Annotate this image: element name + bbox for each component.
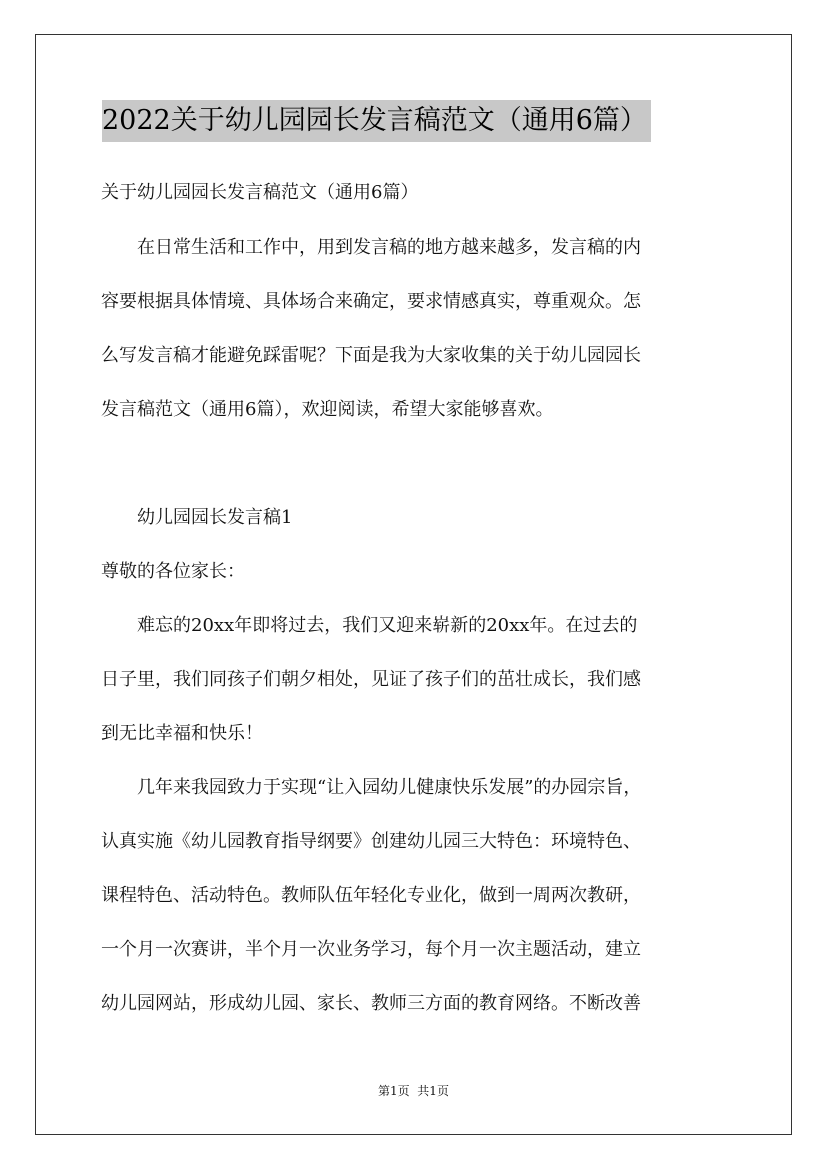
paragraph-line: 么写发言稿才能避免踩雷呢？下面是我为大家收集的关于幼儿园园长 (101, 345, 641, 366)
paragraph-line: 几年来我园致力于实现“让入园幼儿健康快乐发展”的办园宗旨， (101, 777, 642, 798)
page-footer: 第1页 共1页 (378, 1084, 449, 1098)
paragraph-line: 到无比幸福和快乐！ (101, 723, 263, 744)
paragraph-line: 认真实施《幼儿园教育指导纲要》创建幼儿园三大特色：环境特色、 (101, 831, 641, 852)
paragraph-line: 发言稿范文（通用6篇），欢迎阅读，希望大家能够喜欢。 (101, 399, 554, 420)
paragraph-line: 幼儿园网站，形成幼儿园、家长、教师三方面的教育网络。不断改善 (101, 993, 641, 1014)
paragraph-line: 课程特色、活动特色。教师队伍年轻化专业化，做到一周两次教研， (101, 885, 641, 906)
paragraph-line: 日子里，我们同孩子们朝夕相处，见证了孩子们的茁壮成长，我们感 (101, 669, 641, 690)
paragraph-line: 难忘的20xx年即将过去，我们又迎来崭新的20xx年。在过去的 (101, 615, 638, 636)
paragraph-line: 在日常生活和工作中，用到发言稿的地方越来越多，发言稿的内 (101, 237, 641, 258)
subtitle-line: 关于幼儿园园长发言稿范文（通用6篇） (101, 182, 419, 203)
section-heading: 幼儿园园长发言稿1 (101, 507, 293, 528)
paragraph-line: 一个月一次赛讲，半个月一次业务学习，每个月一次主题活动，建立 (101, 939, 641, 960)
document-title: 2022关于幼儿园园长发言稿范文（通用6篇） (102, 100, 651, 142)
salutation: 尊敬的各位家长： (101, 561, 245, 582)
paragraph-line: 容要根据具体情境、具体场合来确定，要求情感真实，尊重观众。怎 (101, 291, 641, 312)
